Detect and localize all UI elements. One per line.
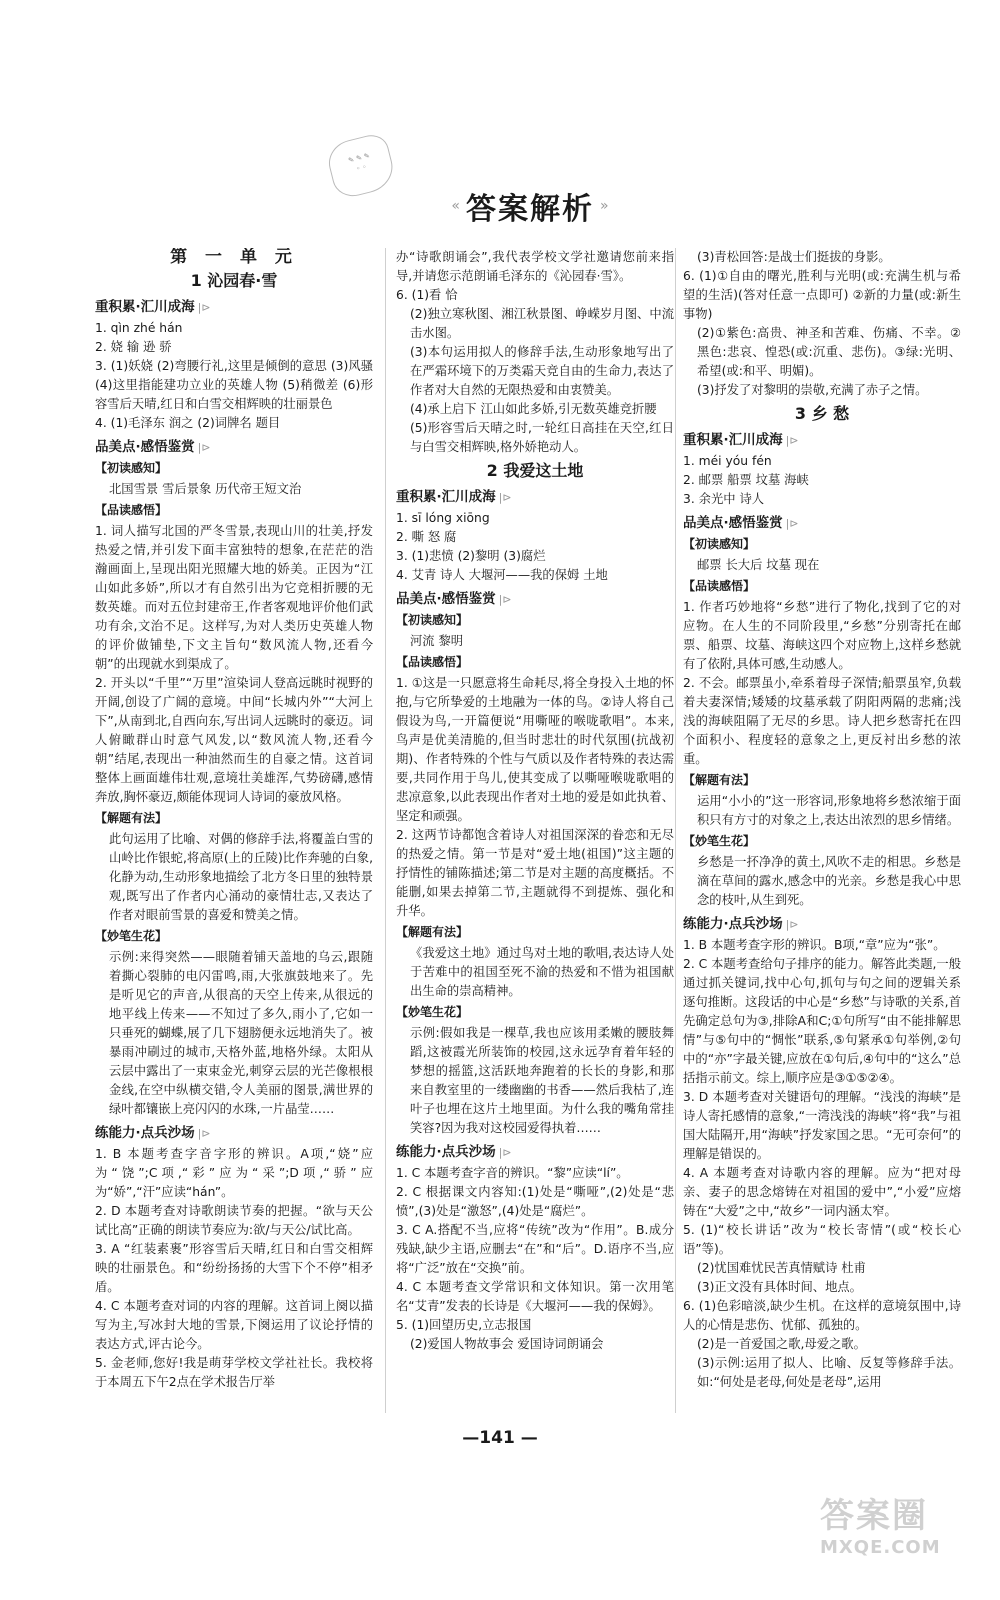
page-number: —141 — [462,1428,538,1448]
section-arrow-icon: |⊳ [197,301,211,314]
answer-line: 3. 余光中 诗人 [683,492,765,506]
answer-line: 2. 不会。邮票虽小,牵系着母子深情;船票虽窄,负载着夫妻深情;矮矮的坟墓承载了阴阳两隔的悲痛;浅浅的海峡阻隔了无尽的乡思。诗人把乡愁寄托在四个面积小、程度轻的意象之上,更反衬出乡愁的浓重。 [683,676,961,766]
subsection-label: 【解题有法】 [683,773,756,787]
section-heading-text: 练能力·点兵沙场 [396,1144,496,1160]
subsection-label: 【品读感悟】 [683,579,756,593]
answer-line: 1. 作者巧妙地将“乡愁”进行了物化,找到了它的对应物。在人生的不同阶段里,“乡愁”分别寄托在邮票、船票、坟墓、海峡这四个对应物上,这样乡愁就有了依附,具体可感,生动感人。 [683,600,961,671]
section-heading-text: 重积累·汇川成海 [683,432,783,448]
column-right [683,248,961,1418]
section-heading [396,1143,674,1162]
section-heading [683,431,961,450]
answer-line: 1. B 本题考查字形的辨识。B项,“章”应为“张”。 [683,938,946,952]
answer-line: (2)①紫色:高贵、神圣和苦难、伤痛、不幸。②黑色:悲哀、惶恐(或:沉重、悲伤)。③绿:光明、希望(或:和平、明媚)。 [697,326,961,378]
answer-line: (3)正文没有具体时间、地点。 [697,1280,862,1294]
section-arrow-icon: |⊳ [498,491,512,504]
subsection-label: 【解题有法】 [95,811,168,825]
answer-line: 《我爱这土地》通过鸟对土地的歌唱,表达诗人处于苦难中的祖国至死不渝的热爱和不惜为祖国献出生命的崇高精神。 [410,946,674,998]
subsection-label: 【初读感知】 [95,461,168,475]
section-arrow-icon: |⊳ [197,1127,211,1140]
subsection-label: 【妙笔生花】 [683,834,756,848]
page-title: 答案解析 [466,192,594,227]
answer-line: 1. sī lóng xiōng [396,511,490,525]
answer-line: 1. ①这是一只愿意将生命耗尽,将全身投入土地的怀抱,与它所挚爱的土地融为一体的鸟。②诗人将自己假设为鸟,一开篇便说“用嘶哑的喉咙歌唱”。本来,鸟声是优美清脆的,但当时悲壮的时代氛围(抗战初期)、作者特殊的个性与气质以及作者特殊的表达需要,共同作用于鸟儿,使其变成了以嘶哑喉咙歌唱的悲凉意象,以此表现出作者对土地的爱是如此执着、坚定和顽强。 [396,676,674,823]
answer-line: 北国雪景 雪后景象 历代帝王短文治 [109,482,302,496]
answer-line: 5. 金老师,您好!我是萌芽学校文学社社长。我校将于本周五下午2点在学术报告厅举 [95,1356,373,1389]
answer-line: 邮票 长大后 坟墓 现在 [697,558,820,572]
section-heading [95,438,373,457]
section-heading-text: 品美点·感悟鉴赏 [683,515,783,531]
answer-line: 2. D 本题考查对诗歌朗读节奏的把握。“欲与天公试比高”正确的朗读节奏应为:欲/与天公/试比高。 [95,1204,373,1237]
section-heading-text: 练能力·点兵沙场 [95,1125,195,1141]
column-divider [675,248,676,1413]
answer-line: 3. A “红装素裹”形容雪后天晴,红日和白雪交相辉映的壮丽景色。和“纷纷扬扬的大雪下个不停”相矛盾。 [95,1242,373,1294]
subsection-label: 【品读感悟】 [396,655,469,669]
answer-line: 2. 开头以“千里”“万里”渲染词人登高远眺时视野的开阔,创设了广阔的意境。中间“长城内外”“大河上下”,从南到北,自西向东,写出词人远眺时的豪迈。词人俯瞰群山时意气风发,以“数风流人物,还看今朝”结尾,表现出一种油然而生的自豪之情。这首词整体上画面雄伟壮观,意境壮美雄浑,气势磅礴,感情奔放,胸怀豪迈,颇能体现词人诗词的豪放风格。 [95,676,373,804]
answer-line: 示例:来得突然——眼随着铺天盖地的乌云,跟随着撕心裂肺的电闪雷鸣,雨,大张旗鼓地来了。先是听见它的声音,从很高的天空上传来,从很远的地平线上传来——不知过了多久,雨小了,它如一只垂死的蝴蝶,展了几下翅膀便永远地消失了。被暴雨冲刷过的城市,天格外蓝,地格外绿。太阳从云层中露出了一束束金光,刺穿云层的光芒像根根金线,在空中纵横交错,令人美丽的图景,满世界的绿叶都镶嵌上亮闪闪的水珠,一片晶莹…… [109,950,373,1116]
answer-line: 6. (1)看 恰 [396,288,458,302]
answer-line: 4. (1)毛泽东 润之 (2)词牌名 题目 [95,416,281,430]
answer-line: 运用“小小的”这一形容词,形象地将乡愁浓缩于面积只有方寸的对象之上,表达出浓烈的思乡情绪。 [697,794,961,827]
subsection-label: 【解题有法】 [396,925,469,939]
section-heading-text: 重积累·汇川成海 [95,299,195,315]
answer-line: (3)青松回答:是战士们挺拔的身影。 [697,250,891,264]
answer-line: (3)本句运用拟人的修辞手法,生动形象地写出了在严霜环境下的万类霜天竞自由的生命力,表达了作者对大自然的无限热爱和由衷赞美。 [410,345,674,397]
section-heading-text: 品美点·感悟鉴赏 [396,591,496,607]
unit-title: 第 一 单 元 [170,248,298,267]
answer-line: 6. (1)①自由的曙光,胜利与光明(或:充满生机与希望的生活)(答对任意一点即可) ②新的力量(或:新生事物) [683,269,961,321]
answer-line: 4. 艾青 诗人 大堰河——我的保姆 土地 [396,568,608,582]
answer-line: 2. 嘶 怒 腐 [396,530,457,544]
answer-line: (3)抒发了对黎明的崇敬,充满了赤子之情。 [697,383,928,397]
answer-line: 2. 这两节诗都饱含着诗人对祖国深深的眷恋和无尽的热爱之情。第一节是对“爱土地(祖国)”这主题的抒情性的铺陈描述;第二节是对主题的高度概括。不能删,如果去掉第二节,主题就得不到提炼、强化和升华。 [396,828,674,918]
section-arrow-icon: |⊳ [197,441,211,454]
answer-line: 6. (1)色彩暗淡,缺少生机。在这样的意境氛围中,诗人的心情是悲伤、忧郁、孤独的。 [683,1299,961,1332]
answer-line: 4. C 本题考查对词的内容的理解。这首词上阕以描写为主,写冰封大地的雪景,下阕运用了议论抒情的表达方式,评古论今。 [95,1299,373,1351]
answer-line: 示例:假如我是一棵草,我也应该用柔嫩的腰肢舞蹈,这被霞光所装饰的校园,这永远孕育着年轻的梦想的摇篮,这活跃地奔跑着的长长的身影,和那来自教室里的一缕幽幽的书香——然后我枯了,连叶子也埋在这片土地里面。为什么我的嘴角常挂笑容?因为我对这校园爱得执着…… [410,1026,674,1135]
section-heading-text: 练能力·点兵沙场 [683,916,783,932]
answer-line: 5. (1)回望历史,立志报国 [396,1318,532,1332]
section-heading-text: 品美点·感悟鉴赏 [95,439,195,455]
section-arrow-icon: |⊳ [785,918,799,931]
subsection-label: 【妙笔生花】 [95,929,168,943]
answer-line: 3. D 本题考查对关键语句的理解。“浅浅的海峡”是诗人寄托感情的意象,“一湾浅浅的海峡”将“我”与祖国大陆隔开,用“海峡”抒发家国之思。“无可奈何”的理解是错误的。 [683,1090,961,1161]
answer-line: (2)爱国人物故事会 爱国诗词朗诵会 [410,1337,604,1351]
watermark-logo: 答案圈 MXQE.COM [820,1496,941,1558]
section-heading [683,514,961,533]
section-heading [683,915,961,934]
answer-line: 2. C 本题考查给句子排序的能力。解答此类题,一般通过抓关键词,找中心句,抓句与句之间的逻辑关系逐句推断。这段话的中心是“乡愁”与诗歌的关系,首先确定总句为③,排除A和C;①句所写“由不能排解思情”与⑤句中的“惆怅”联系,⑤句紧承①句举例,②句中的“亦”字最关键,应放在①句后,④句中的“这么”总括指示前文。综上,顺序应是③①⑤②④。 [683,957,961,1085]
lesson-title: 3 乡 愁 [794,404,850,423]
section-heading [396,488,674,507]
right-ornament-icon: » [600,198,609,214]
subsection-label: 【品读感悟】 [95,503,168,517]
column-middle [396,248,674,1418]
answer-line: 1. qìn zhé hán [95,321,183,335]
answer-line: 4. A 本题考查对诗歌内容的理解。应为“把对母亲、妻子的思念熔铸在对祖国的爱中”,“小爱”应熔铸在“大爱”之中,“故乡”一词内涵太窄。 [683,1166,961,1218]
answer-line: 1. 词人描写北国的严冬雪景,表现山川的壮美,抒发热爱之情,并引发下面丰富独特的想象,在茫茫的浩瀚画面上,呈现出阳光照耀大地的娇美。正因为“江山如此多娇”,所以才有自然引出为它竞相折腰的无数英雄。而对五位封建帝王,作者客观地评价他们武功有余,文治不足。这样写,为对人类历史英雄人物的评价做铺垫,下文主旨句“数风流人物,还看今朝”的出现就水到渠成了。 [95,524,373,671]
answer-line: 4. C 本题考查文学常识和文体知识。第一次用笔名“艾青”发表的长诗是《大堰河——我的保姆》。 [396,1280,674,1313]
left-ornament-icon: « [451,198,460,214]
section-heading-text: 重积累·汇川成海 [396,489,496,505]
answer-line: (2)独立寒秋图、湘江秋景图、峥嵘岁月图、中流击水图。 [410,307,674,340]
answer-line: 2. C 根据课文内容知:(1)处是“嘶哑”,(2)处是“悲愤”,(3)处是“激怒”,(4)处是“腐烂”。 [396,1185,674,1218]
answer-line: (3)示例:运用了拟人、比喻、反复等修辞手法。如:“何处是老母,何处是老母”,运用 [697,1356,961,1389]
subsection-label: 【初读感知】 [396,613,469,627]
column-left [95,248,373,1418]
answer-line: 办“诗歌朗诵会”,我代表学校文学社邀请您前来指导,并请您示范朗诵毛泽东的《沁园春·雪》。 [396,250,674,283]
answer-line: 河流 黎明 [410,634,464,648]
section-heading [396,590,674,609]
answer-line: 2. 娆 输 逊 骄 [95,340,172,354]
answer-line: 3. C A.搭配不当,应将“传统”改为“作用”。B.成分残缺,缺少主语,应删去“在”和“后”。D.语序不当,应将“广泛”放在“交换”前。 [396,1223,674,1275]
answer-line: 1. B 本题考查字音字形的辨识。A项,“娆”应为“饶”;C项,“彩”应为“采”;D项,“骄”应为“娇”,“汗”应读“hán”。 [95,1147,373,1199]
subsection-label: 【妙笔生花】 [396,1005,469,1019]
answer-line: 2. 邮票 船票 坟墓 海峡 [683,473,809,487]
answer-line: (4)承上启下 江山如此多娇,引无数英雄竞折腰 [410,402,657,416]
section-arrow-icon: |⊳ [498,1146,512,1159]
section-arrow-icon: |⊳ [498,593,512,606]
stamp-logo: ✎ ✎ ✎ ◦ ◦ [324,131,398,200]
answer-line: (5)形容雪后天晴之时,一轮红日高挂在天空,红日与白雪交相辉映,格外娇艳动人。 [410,421,674,454]
section-heading [95,298,373,317]
answer-line: 5. (1)“校长讲话”改为“校长寄情”(或“校长心语”等)。 [683,1223,961,1256]
answer-line: (2)是一首爱国之歌,母爱之歌。 [697,1337,866,1351]
section-arrow-icon: |⊳ [785,517,799,530]
answer-line: (2)忧国难忧民苦真情赋诗 杜甫 [697,1261,866,1275]
section-heading [95,1124,373,1143]
column-divider [385,248,386,1413]
answer-line: 此句运用了比喻、对偶的修辞手法,将覆盖白雪的山岭比作银蛇,将高原(上的丘陵)比作奔驰的白象,化静为动,生动形象地描绘了北方冬日里的独特景观,既写出了作者内心涌动的豪情壮志,又表达了作者对眼前雪景的喜爱和赞美之情。 [109,832,373,922]
lesson-title: 1 沁园春·雪 [190,271,278,290]
answer-line: 3. (1)悲愤 (2)黎明 (3)腐烂 [396,549,546,563]
section-arrow-icon: |⊳ [785,434,799,447]
answer-line: 3. (1)妖娆 (2)弯腰行礼,这里是倾倒的意思 (3)风骚 (4)这里指能建功立业的英雄人物 (5)稍微差 (6)形容雪后天晴,红日和白雪交相辉映的壮丽景色 [95,359,373,411]
answer-line: 乡愁是一抔净净的黄土,风吹不走的相思。乡愁是滴在草间的露水,感念中的光亲。乡愁是我心中思念的枝叶,从生到死。 [697,855,961,907]
answer-line: 1. C 本题考查字音的辨识。“黎”应读“lí”。 [396,1166,629,1180]
page-header [420,186,640,226]
lesson-title: 2 我爱这土地 [486,461,584,480]
subsection-label: 【初读感知】 [683,537,756,551]
answer-line: 1. méi yóu fén [683,454,772,468]
